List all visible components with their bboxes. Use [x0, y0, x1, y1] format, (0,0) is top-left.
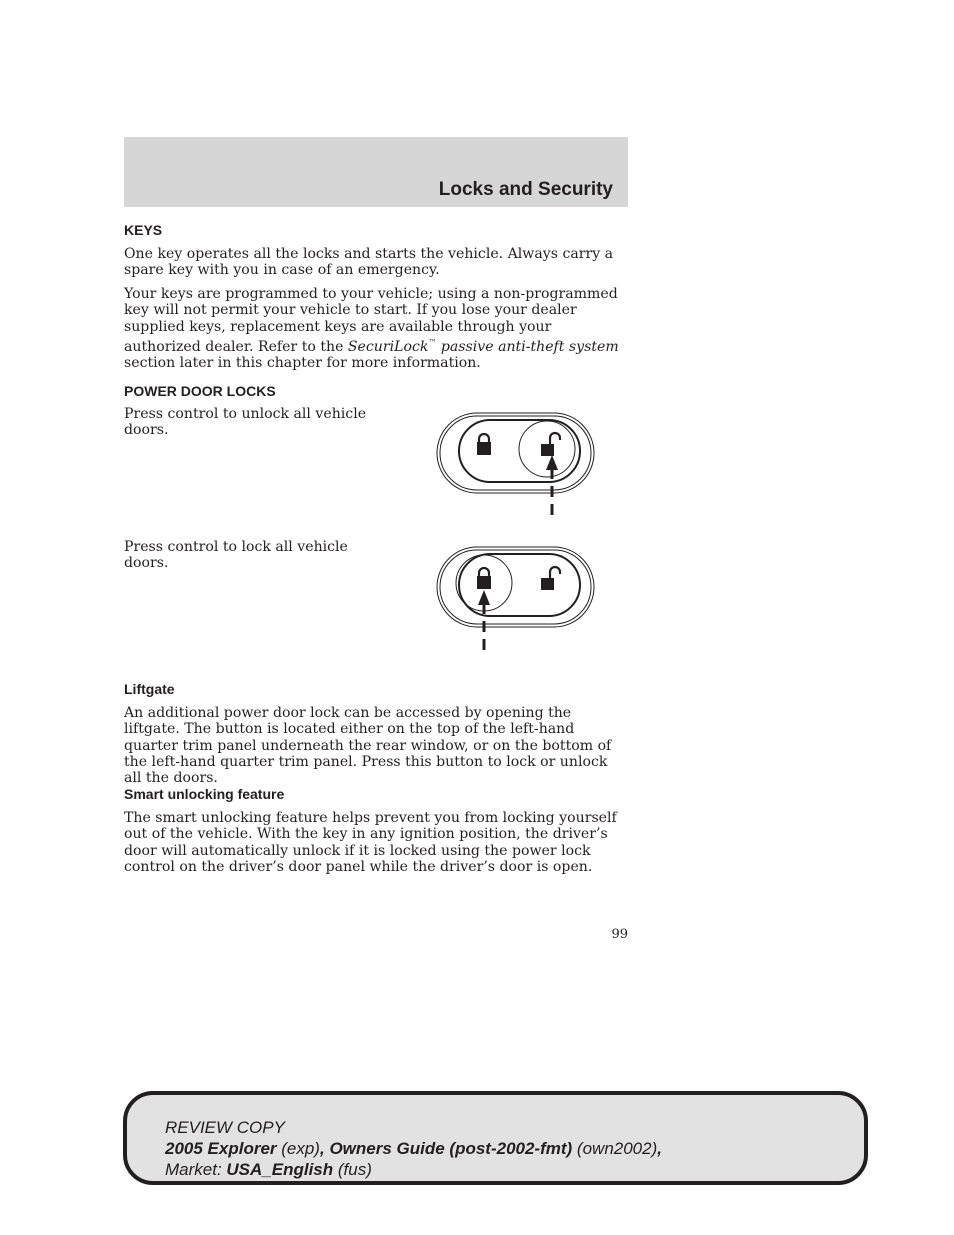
page-number: 99: [611, 927, 628, 942]
unlock-instruction: Press control to unlock all vehicle doors.: [124, 406, 367, 439]
keys-heading: KEYS: [124, 222, 163, 238]
lock-closed-icon: [477, 568, 491, 589]
section-title: Locks and Security: [438, 179, 613, 200]
lock-closed-icon: [477, 434, 491, 455]
keys-paragraph-1: One key operates all the locks and starts the vehicle. Always carry a spare key with you in case of an emergency.: [124, 246, 614, 279]
power-door-locks-heading: POWER DOOR LOCKS: [124, 383, 276, 399]
liftgate-paragraph: An additional power door lock can be accessed by opening the liftgate. The button is located either on the top of the left-hand quarter trim panel underneath the rear window, or on the bottom of the left-hand quarter trim panel. Press this button to lock or unlock all the doors.: [124, 705, 612, 787]
footer-model-line: 2005 Explorer (exp), Owners Guide (post-2002-fmt) (own2002),: [165, 1139, 662, 1158]
arrow-up-icon: [546, 455, 558, 521]
lock-instruction: Press control to lock all vehicle doors.: [124, 539, 348, 572]
lock-open-icon: [541, 567, 560, 590]
lock-control-illustration: [432, 542, 602, 658]
unlock-control-illustration: [432, 408, 602, 524]
liftgate-heading: Liftgate: [124, 681, 175, 697]
review-copy-footer: [123, 1091, 868, 1185]
section-header-band: [124, 137, 628, 207]
smart-unlocking-heading: Smart unlocking feature: [124, 786, 285, 802]
arrow-up-icon: [478, 590, 490, 655]
lock-open-icon: [541, 433, 560, 456]
keys-paragraph-2: Your keys are programmed to your vehicle; using a non-programmed key will not permit your vehicle to start. If you lose your dealer supplied keys, replacement keys are available through your authorized dealer. Refer to the SecuriLock™ passive anti-theft system section later in this chapter for more information.: [124, 286, 619, 372]
footer-market-line: Market: USA_English (fus): [165, 1160, 372, 1179]
smart-unlocking-paragraph: The smart unlocking feature helps prevent you from locking yourself out of the vehicle. With the key in any ignition position, the driver’s door will automatically unlock if it is locked using the power lock control on the driver’s door panel while the driver’s door is open.: [124, 810, 617, 875]
footer-text: [165, 1117, 662, 1180]
footer-review-copy: REVIEW COPY: [165, 1118, 285, 1137]
